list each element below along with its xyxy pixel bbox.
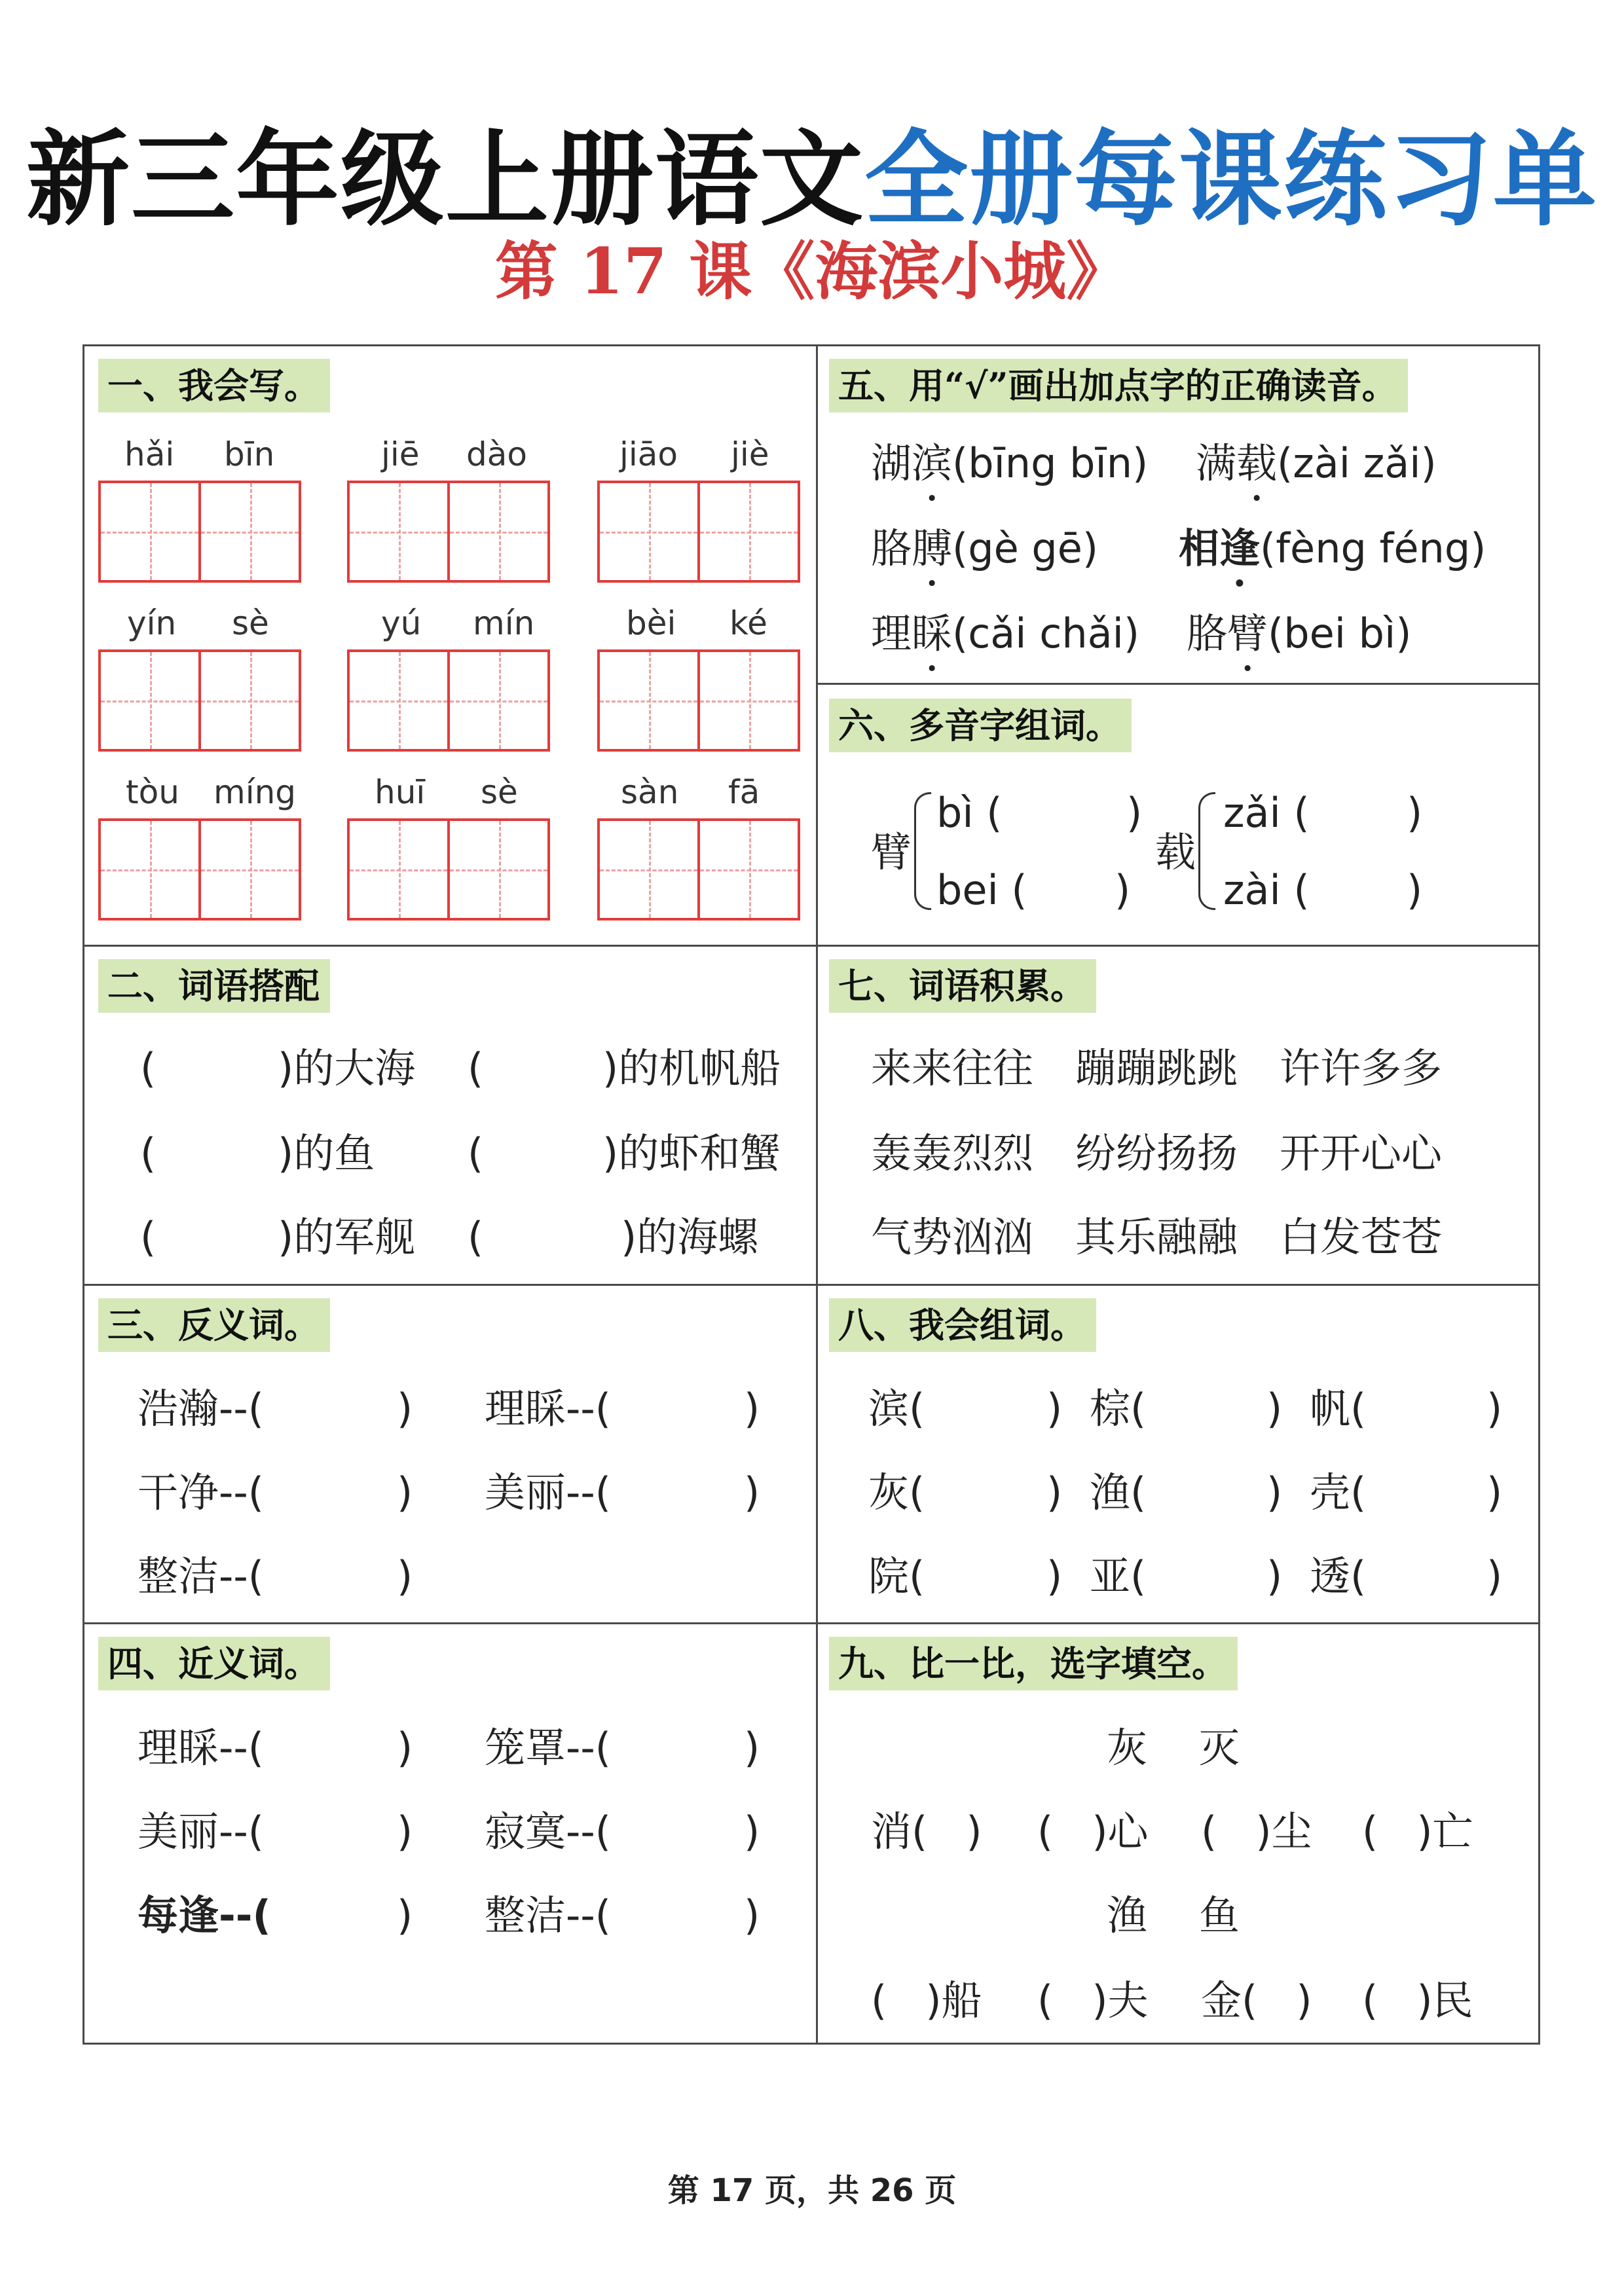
section-7-heading: 七、词语积累。 [829,959,1096,1013]
word-char: 胳 [871,524,912,572]
pinyin-label: jiè [731,435,769,473]
writing-grid[interactable] [597,818,800,920]
pinyin-label: sàn [621,773,679,811]
pinyin-label: jiāo [619,435,678,473]
left-brace [914,792,931,910]
paren-close: ) [1046,1552,1063,1600]
reading-item[interactable] [1179,522,1486,596]
pinyin-label: jiē [381,435,420,473]
collocation-left[interactable]: )的大海 [278,1044,416,1092]
paren-close: ) [1266,1552,1283,1600]
word-char: 相 [1179,524,1220,572]
section-6-heading: 六、多音字组词。 [829,699,1132,752]
section-2-heading: 二、词语搭配 [98,959,330,1013]
word-group-item[interactable]: 棕( [1090,1385,1147,1432]
word-char: 胳 [1187,610,1228,657]
fill-blank-item[interactable]: 消( ) [871,1808,982,1855]
writing-grid[interactable] [98,481,301,583]
writing-grid[interactable] [597,649,800,752]
paren-open: ( [468,1129,484,1177]
collocation-right[interactable]: )的虾和蟹 [602,1129,781,1177]
dotted-char: 载 [1236,439,1278,487]
writing-grid[interactable] [597,481,800,583]
pinyin-label: huī [375,773,426,811]
fill-blank-item[interactable]: 金( ) [1201,1977,1312,2024]
section-5-heading: 五、用“√”画出加点字的正确读音。 [829,359,1408,412]
writing-grid[interactable] [347,818,550,920]
paren-close: ) [397,1808,413,1855]
fill-blank-item[interactable]: ( )亡 [1362,1808,1473,1855]
antonym-item[interactable]: 整洁--( [138,1552,264,1600]
collocation-right[interactable]: )的海螺 [621,1213,759,1261]
column-divider [816,344,818,2045]
paren-close: ) [1486,1385,1503,1432]
section-1-heading: 一、我会写。 [98,359,330,412]
idiom-word: 轰轰烈烈 [871,1129,1034,1177]
pinyin-label: bèi [626,604,676,642]
idiom-word: 开开心心 [1280,1129,1443,1177]
writing-grid[interactable] [98,649,301,752]
word-char: 满 [1196,439,1237,487]
char-pair: 灰 灭 [1107,1724,1240,1772]
reading-item[interactable] [871,437,1148,511]
paren-close: ) [744,1891,760,1939]
dotted-char: 逢 [1219,524,1261,572]
paren-close: ) [1046,1385,1063,1432]
pinyin-label: yín [127,604,177,642]
row-divider-right-2 [816,945,1540,947]
word-group-item[interactable]: 渔( [1090,1468,1147,1516]
paren-close: ) [397,1385,413,1432]
row-divider-left-2 [83,1284,817,1286]
antonym-item[interactable]: 理睬--( [485,1385,611,1432]
dotted-char: 臂 [1227,610,1268,657]
pinyin-label: yú [381,604,422,642]
synonym-item[interactable]: 整洁--( [485,1891,611,1939]
dotted-char: 膊 [912,524,953,572]
word-group-item[interactable]: 灰( [868,1468,925,1516]
pinyin-options: (gè gē) [952,524,1099,572]
polyphone-reading[interactable]: zǎi ( [1223,789,1310,837]
dotted-char: 滨 [912,439,953,487]
paren-close: ) [1266,1385,1283,1432]
paren-open: ( [468,1213,484,1261]
writing-grid[interactable] [347,481,550,583]
word-group-item[interactable]: 透( [1310,1552,1367,1600]
paren-close: ) [397,1891,413,1939]
pinyin-options: (bei bì) [1268,610,1412,657]
paren-close: ) [397,1724,413,1772]
fill-blank-item[interactable]: ( )船 [871,1977,982,2024]
word-group-item[interactable]: 帆( [1310,1385,1367,1432]
paren-open: ( [468,1044,484,1092]
word-group-item[interactable]: 壳( [1310,1468,1367,1516]
row-divider-right-1 [816,683,1540,685]
paren-close: ) [1046,1468,1063,1516]
paren-close: ) [397,1468,413,1516]
antonym-item[interactable]: 美丽--( [485,1468,611,1516]
row-divider-left-1 [83,945,817,947]
reading-item[interactable] [871,608,1139,681]
polyphone-reading[interactable]: bì ( [936,789,1003,837]
pinyin-label: ké [729,604,767,642]
word-group-item[interactable]: 亚( [1090,1552,1147,1600]
paren-close: ) [1407,866,1423,914]
antonym-item[interactable]: 浩瀚--( [138,1385,264,1432]
fill-blank-item[interactable]: ( )尘 [1201,1808,1312,1855]
left-brace [1198,792,1215,910]
section-8-heading: 八、我会组词。 [829,1298,1096,1352]
word-char: 湖 [871,439,912,487]
pinyin-label: tòu [126,773,179,811]
pinyin-label: mín [473,604,535,642]
idiom-word: 气势汹汹 [871,1213,1034,1261]
reading-item[interactable] [1196,437,1437,511]
antonym-item[interactable]: 干净--( [138,1468,264,1516]
fill-blank-item[interactable]: ( )心 [1037,1808,1149,1855]
paren-open: ( [140,1129,157,1177]
row-divider-left-3 [83,1622,817,1624]
page-number: 第 17 页，共 26 页 [667,2172,957,2209]
synonym-item[interactable]: 笼罩--( [485,1724,611,1772]
pinyin-label: sè [232,604,269,642]
paren-close: ) [744,1468,760,1516]
idiom-word: 其乐融融 [1075,1213,1238,1261]
pinyin-label: fā [728,773,760,811]
idiom-word: 来来往往 [871,1044,1034,1092]
synonym-item[interactable]: 寂寞--( [485,1808,611,1855]
paren-close: ) [744,1724,760,1772]
pinyin-label: bīn [224,435,275,473]
collocation-right[interactable]: )的机帆船 [602,1044,781,1092]
writing-grid[interactable] [98,818,301,920]
synonym-item[interactable]: 美丽--( [138,1808,264,1855]
collocation-left[interactable]: )的鱼 [278,1129,375,1177]
pinyin-options: (zài zǎi) [1277,439,1437,487]
paren-close: ) [1486,1552,1503,1600]
lesson-subtitle: 第 17 课《海滨小城》 [494,234,1130,308]
polyphone-reading[interactable]: zài ( [1223,866,1310,914]
idiom-word: 许许多多 [1280,1044,1443,1092]
word-group-item[interactable]: 滨( [868,1385,925,1432]
pinyin-label: sè [481,773,518,811]
paren-close: ) [1486,1468,1503,1516]
synonym-item[interactable]: 理睬--( [138,1724,264,1772]
paren-open: ( [140,1044,157,1092]
pinyin-label: dào [466,435,527,473]
section-3-heading: 三、反义词。 [98,1298,330,1352]
pinyin-options: (bīng bīn) [952,439,1149,487]
pinyin-label: míng [213,773,297,811]
fill-blank-item[interactable]: ( )夫 [1037,1977,1149,2024]
pinyin-label: hǎi [124,435,175,473]
paren-close: ) [1407,789,1423,837]
collocation-left[interactable]: )的军舰 [278,1213,416,1261]
paren-open: ( [140,1213,157,1261]
section-9-heading: 九、比一比，选字填空。 [829,1637,1238,1690]
idiom-word: 蹦蹦跳跳 [1075,1044,1238,1092]
writing-grid[interactable] [347,649,550,752]
row-divider-right-4 [816,1622,1540,1624]
title-part1: 新三年级上册语文 [26,119,864,240]
pinyin-options: (fèng féng) [1260,524,1486,572]
dotted-char: 睬 [912,610,953,657]
idiom-word: 纷纷扬扬 [1075,1129,1238,1177]
paren-close: ) [397,1552,413,1600]
synonym-item[interactable]: 每逢--( [138,1891,271,1939]
char-pair: 渔 鱼 [1107,1891,1240,1939]
polyphone-char: 载 [1155,828,1196,876]
section-4-heading: 四、近义词。 [98,1637,330,1690]
reading-item[interactable] [1187,608,1411,681]
polyphone-char: 臂 [871,828,912,876]
paren-close: ) [1115,866,1131,914]
row-divider-right-3 [816,1284,1540,1286]
polyphone-reading[interactable]: bei ( [936,866,1027,914]
word-char: 理 [871,610,912,657]
paren-close: ) [1266,1468,1283,1516]
paren-close: ) [1126,789,1143,837]
worksheet-table [83,344,1540,2045]
reading-item[interactable] [871,522,1098,596]
page-title [0,118,1624,242]
fill-blank-item[interactable]: ( )民 [1362,1977,1473,2024]
title-part2: 全册每课练习单 [864,119,1598,240]
paren-close: ) [744,1385,760,1432]
paren-close: ) [744,1808,760,1855]
pinyin-options: (cǎi chǎi) [952,610,1140,657]
word-group-item[interactable]: 院( [868,1552,925,1600]
idiom-word: 白发苍苍 [1280,1213,1443,1261]
